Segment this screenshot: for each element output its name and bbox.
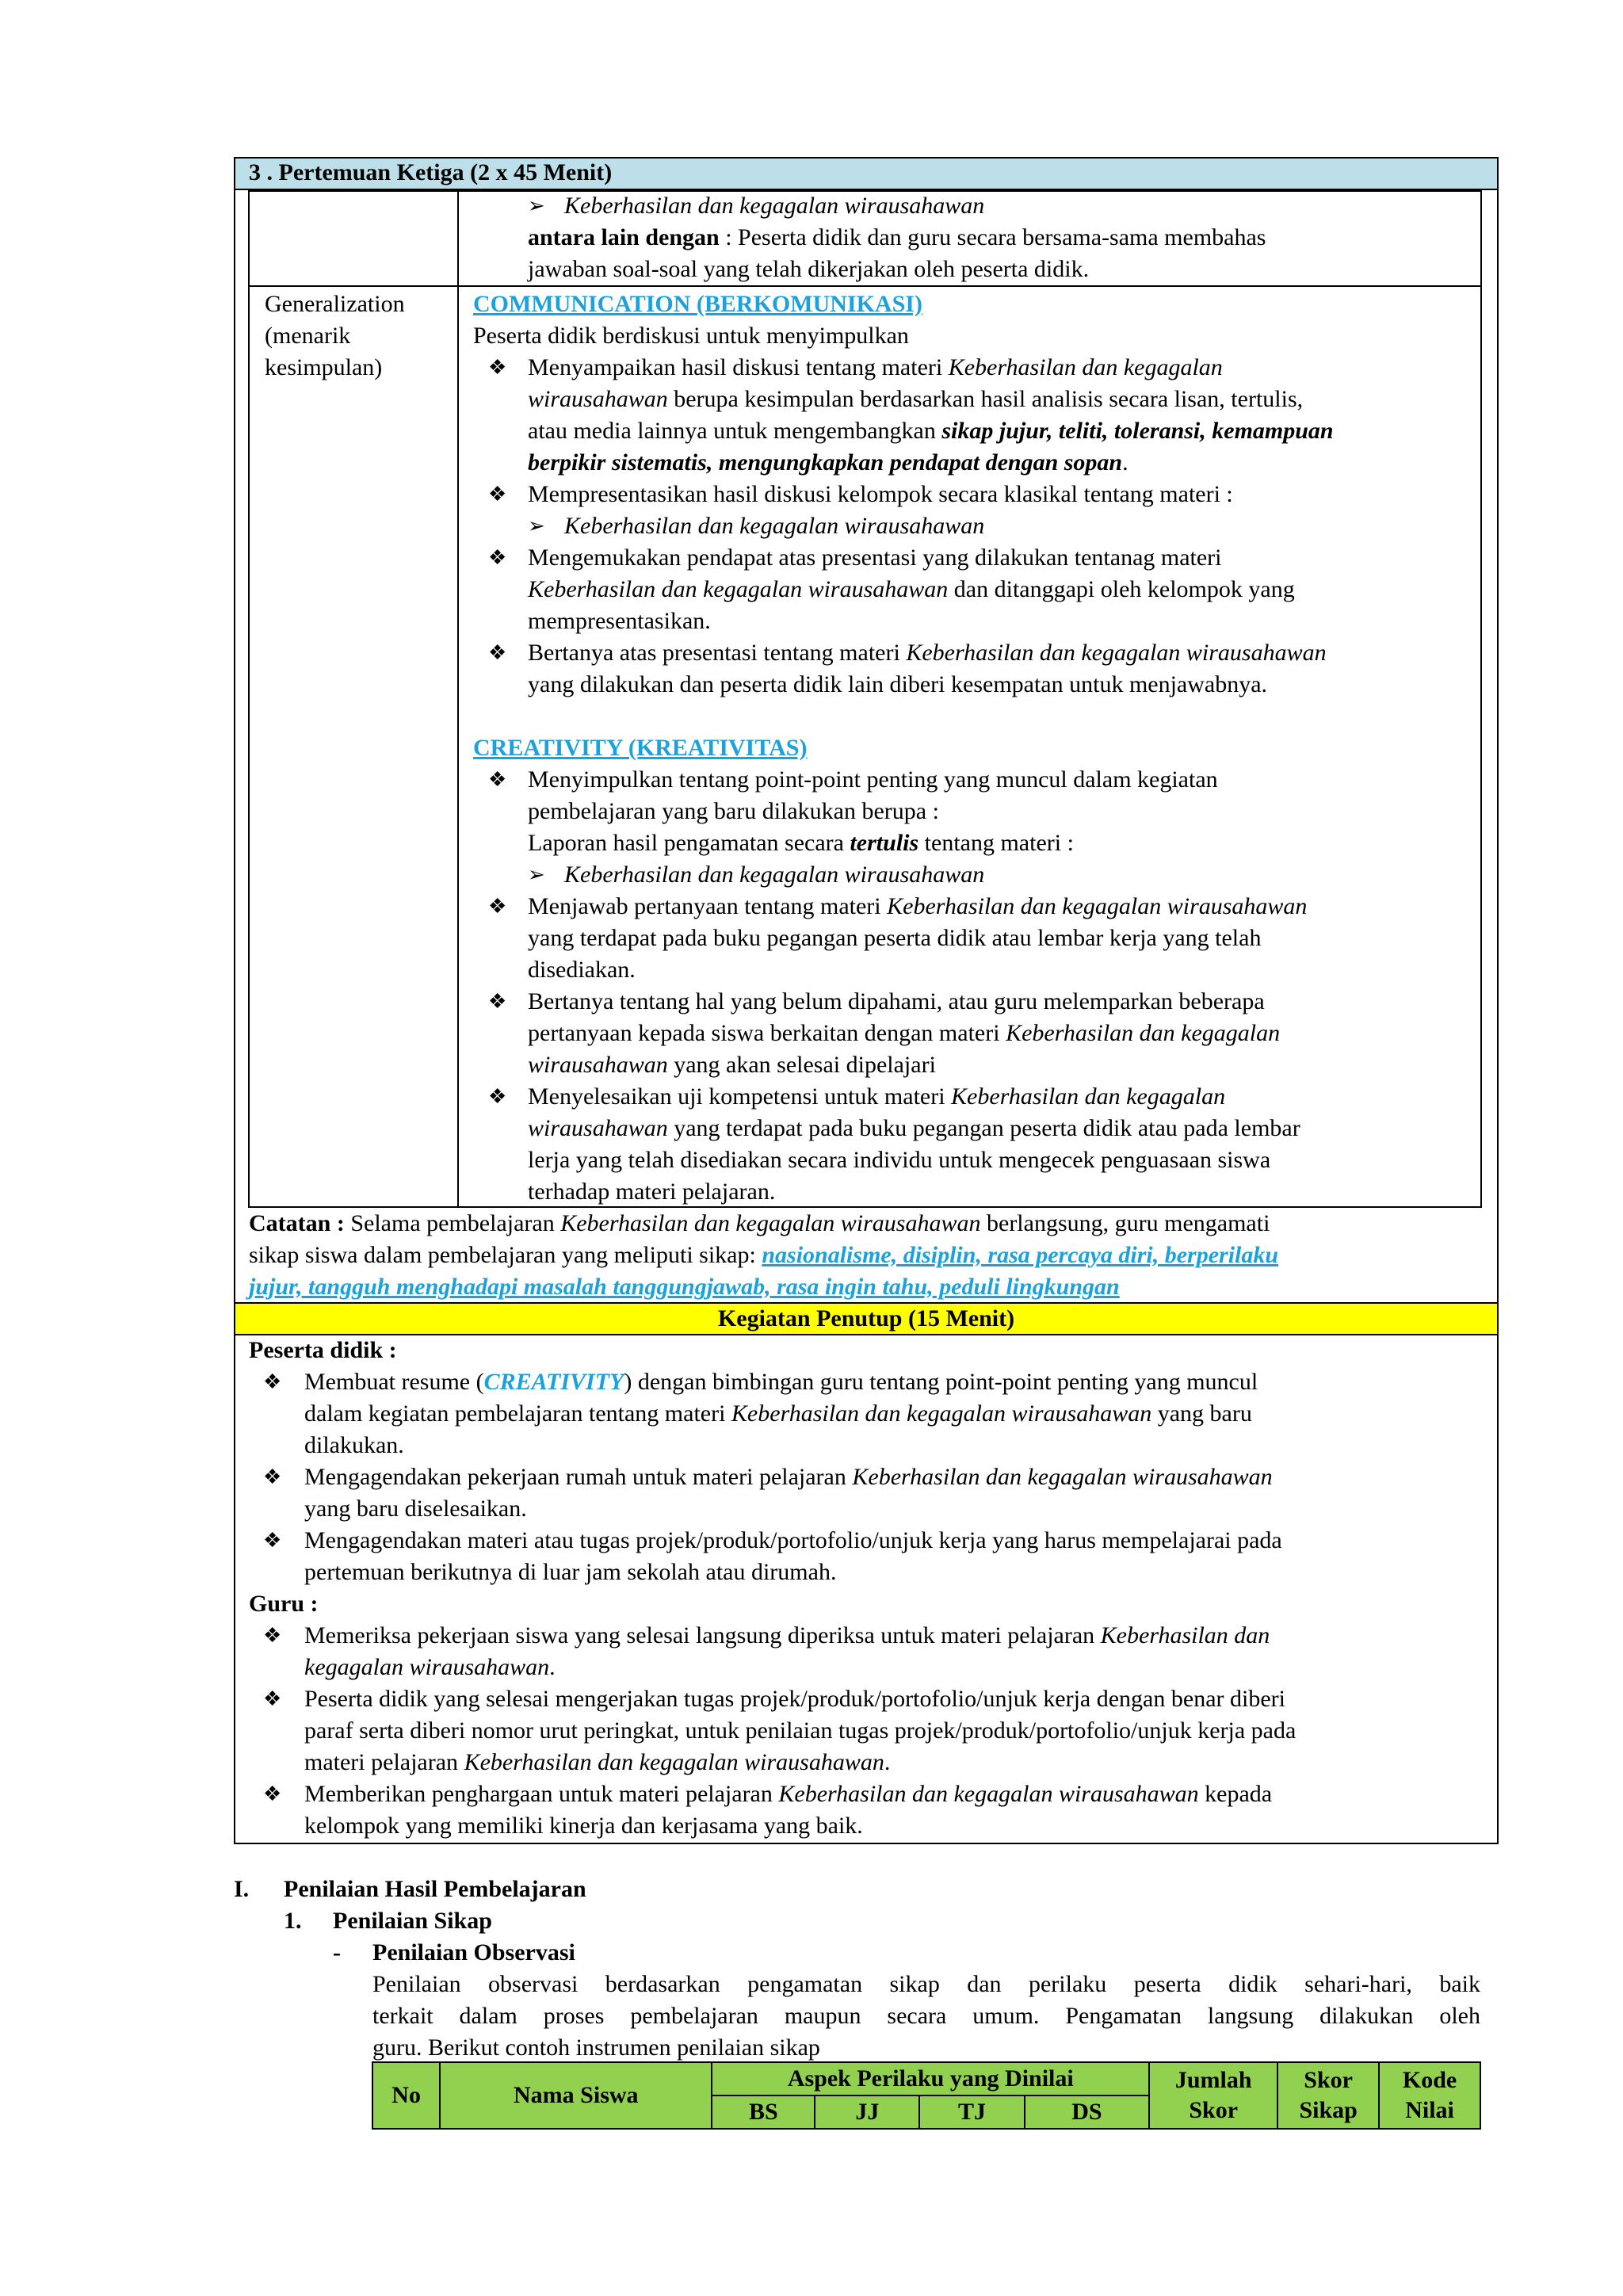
inner-col-divider [457, 190, 459, 1208]
pen-p1-l1: Membuat resume (CREATIVITY) dengan bimbingan guru tentang point-point penting yang muncul [304, 1369, 1258, 1395]
section-roman: I. [234, 1876, 250, 1902]
comm-b4-l1: Bertanya atas presentasi tentang materi Keberhasilan dan kegagalan wirausahawan [528, 640, 1327, 666]
crea-b1-l1: Menyimpulkan tentang point-point penting yang muncul dalam kegiatan [528, 766, 1218, 793]
pen-p2-l1: Mengagendakan pekerjaan rumah untuk materi pelajaran Keberhasilan dan kegagalan wirausahawan [304, 1464, 1273, 1490]
col-ds: DS [1025, 2095, 1150, 2129]
crea-b2-l2: yang terdapat pada buku pegangan peserta didik atau lembar kerja yang telah [528, 925, 1262, 951]
meeting-title: 3 . Pertemuan Ketiga (2 x 45 Menit) [249, 159, 613, 185]
pen-g2-l2: paraf serta diberi nomor urut peringkat, untuk penilaian tugas projek/produk/portofolio/unjuk kerja pada [304, 1717, 1296, 1744]
diamond-bullet-icon: ❖ [488, 895, 507, 918]
col-nama: Nama Siswa [440, 2062, 712, 2129]
pen-g2-l3: materi pelajaran Keberhasilan dan kegagalan wirausahawan. [304, 1749, 891, 1775]
pen-p2-l2: yang baru diselesaikan. [304, 1496, 527, 1522]
comm-b1-l1: Menyampaikan hasil diskusi tentang materi Keberhasilan dan kegagalan [528, 354, 1223, 380]
assessment-table [372, 2061, 1481, 2130]
crea-b3-l1: Bertanya tentang hal yang belum dipahami, atau guru melemparkan beberapa [528, 988, 1265, 1014]
communication-intro: Peserta didik berdiskusi untuk menyimpulkan [473, 323, 909, 349]
generalization-label-3: kesimpulan) [265, 354, 383, 380]
pen-p1-l2: dalam kegiatan pembelajaran tentang materi Keberhasilan dan kegagalan wirausahawan yang baru [304, 1400, 1252, 1427]
diamond-bullet-icon: ❖ [488, 641, 507, 664]
pen-p3-l1: Mengagendakan materi atau tugas projek/produk/portofolio/unjuk kerja yang harus mempelajarai pada [304, 1527, 1282, 1553]
obs-title: Penilaian Observasi [372, 1939, 575, 1966]
comm-b1-l4: berpikir sistematis, mengungkapkan pendapat dengan sopan. [528, 449, 1128, 476]
top-bullet-text: Keberhasilan dan kegagalan wirausahawan [564, 193, 985, 219]
crea-b4-l4: terhadap materi pelajaran. [528, 1179, 776, 1205]
crea-b1-sub: Keberhasilan dan kegagalan wirausahawan [564, 861, 985, 888]
penutup-title: Kegiatan Penutup (15 Menit) [717, 1305, 1015, 1331]
crea-b2-l1: Menjawab pertanyaan tentang materi Keberhasilan dan kegagalan wirausahawan [528, 893, 1308, 919]
pen-g3-l2: kelompok yang memiliki kinerja dan kerjasama yang baik. [304, 1813, 863, 1839]
col-aspek: Aspek Perilaku yang Dinilai [712, 2062, 1149, 2095]
pen-g1-l2: kegagalan wirausahawan. [304, 1654, 556, 1680]
diamond-bullet-icon: ❖ [488, 356, 507, 379]
crea-b1-l2: pembelajaran yang baru dilakukan berupa : [528, 798, 939, 824]
crea-b3-l3: wirausahawan yang akan selesai dipelajari [528, 1052, 936, 1078]
generalization-label-1: Generalization [265, 291, 405, 317]
comm-b3-l2: Keberhasilan dan kegagalan wirausahawan dan ditanggapi oleh kelompok yang [528, 576, 1295, 602]
penutup-header [235, 1302, 1497, 1335]
crea-b2-l3: disediakan. [528, 957, 636, 983]
comm-b3-l1: Mengemukakan pendapat atas presentasi yang dilakukan tentanag materi [528, 544, 1222, 571]
col-jj: JJ [815, 2095, 919, 2129]
diamond-bullet-icon: ❖ [488, 546, 507, 569]
antara-line-1: antara lain dengan : Peserta didik dan guru secara bersama-sama membahas [528, 224, 1266, 250]
crea-b3-l2: pertanyaan kepada siswa berkaitan dengan materi Keberhasilan dan kegagalan [528, 1020, 1281, 1046]
comm-b4-l2: yang dilakukan dan peserta didik lain diberi kesempatan untuk menjawabnya. [528, 671, 1268, 697]
communication-heading: COMMUNICATION (BERKOMUNIKASI) [473, 291, 922, 317]
catatan-l2: sikap siswa dalam pembelajaran yang meliputi sikap: nasionalisme, disiplin, rasa percaya diri, berperilaku [249, 1242, 1279, 1268]
comm-b2-sub: Keberhasilan dan kegagalan wirausahawan [564, 513, 985, 539]
crea-b4-l3: lerja yang telah disediakan secara individu untuk mengecek penguasaan siswa [528, 1147, 1271, 1173]
antara-line-2: jawaban soal-soal yang telah dikerjakan oleh peserta didik. [528, 256, 1090, 282]
pen-g3-l1: Memberikan penghargaan untuk materi pelajaran Keberhasilan dan kegagalan wirausahawan kepada [304, 1781, 1273, 1807]
col-skor: Skor Sikap [1277, 2062, 1379, 2129]
creativity-heading: CREATIVITY (KREATIVITAS) [473, 735, 808, 761]
pen-p3-l2: pertemuan berikutnya di luar jam sekolah atau dirumah. [304, 1559, 837, 1585]
col-jumlah: Jumlah Skor [1149, 2062, 1277, 2129]
arrow-bullet-icon: ➢ [528, 194, 545, 217]
diamond-bullet-icon: ❖ [263, 1624, 282, 1647]
col-kode: Kode Nilai [1379, 2062, 1480, 2129]
crea-b4-l1: Menyelesaikan uji kompetensi untuk materi Keberhasilan dan kegagalan [528, 1083, 1226, 1110]
diamond-bullet-icon: ❖ [488, 768, 507, 791]
pen-g2-l1: Peserta didik yang selesai mengerjakan tugas projek/produk/portofolio/unjuk kerja dengan benar diberi [304, 1686, 1285, 1712]
crea-b4-l2: wirausahawan yang terdapat pada buku pegangan peserta didik atau pada lembar [528, 1115, 1300, 1141]
diamond-bullet-icon: ❖ [263, 1370, 282, 1393]
col-tj: TJ [919, 2095, 1024, 2129]
pen-p1-l3: dilakukan. [304, 1432, 404, 1458]
comm-b1-l2: wirausahawan berupa kesimpulan berdasarkan hasil analisis secara lisan, tertulis, [528, 386, 1304, 412]
comm-b1-l3: atau media lainnya untuk mengembangkan sikap jujur, teliti, toleransi, kemampuan [528, 418, 1334, 444]
diamond-bullet-icon: ❖ [488, 1085, 507, 1108]
section-title: Penilaian Hasil Pembelajaran [284, 1876, 586, 1902]
subsection-number: 1. [284, 1908, 302, 1934]
col-bs: BS [712, 2095, 815, 2129]
diamond-bullet-icon: ❖ [488, 990, 507, 1013]
obs-para-l2: terkait dalam proses pembelajaran maupun secara umum. Pengamatan langsung dilakukan oleh [372, 2003, 1480, 2029]
peserta-label: Peserta didik : [249, 1337, 397, 1363]
col-no: No [372, 2062, 440, 2129]
generalization-label-2: (menarik [265, 323, 351, 349]
diamond-bullet-icon: ❖ [263, 1687, 282, 1710]
diamond-bullet-icon: ❖ [263, 1529, 282, 1552]
comm-b2: Mempresentasikan hasil diskusi kelompok secara klasikal tentang materi : [528, 481, 1233, 507]
catatan-l1: Catatan : Selama pembelajaran Keberhasilan dan kegagalan wirausahawan berlangsung, guru mengamati [249, 1210, 1270, 1236]
diamond-bullet-icon: ❖ [263, 1782, 282, 1805]
comm-b3-l3: mempresentasikan. [528, 608, 711, 634]
obs-dash: - [333, 1939, 341, 1966]
arrow-bullet-icon: ➢ [528, 514, 545, 537]
catatan-l3: jujur, tangguh menghadapi masalah tanggungjawab, rasa ingin tahu, peduli lingkungan [249, 1274, 1120, 1300]
diamond-bullet-icon: ❖ [263, 1465, 282, 1488]
pen-g1-l1: Memeriksa pekerjaan siswa yang selesai langsung diperiksa untuk materi pelajaran Keberhasilan dan [304, 1622, 1270, 1648]
arrow-bullet-icon: ➢ [528, 863, 545, 886]
diamond-bullet-icon: ❖ [488, 483, 507, 506]
subsection-title: Penilaian Sikap [333, 1908, 492, 1934]
inner-row-divider [248, 285, 1482, 287]
guru-label: Guru : [249, 1591, 319, 1617]
obs-para-l1: Penilaian observasi berdasarkan pengamatan sikap dan perilaku peserta didik sehari-hari, baik [372, 1971, 1480, 1997]
crea-b1-l3: Laporan hasil pengamatan secara tertulis tentang materi : [528, 830, 1074, 856]
obs-para-l3: guru. Berikut contoh instrumen penilaian sikap [372, 2034, 820, 2061]
